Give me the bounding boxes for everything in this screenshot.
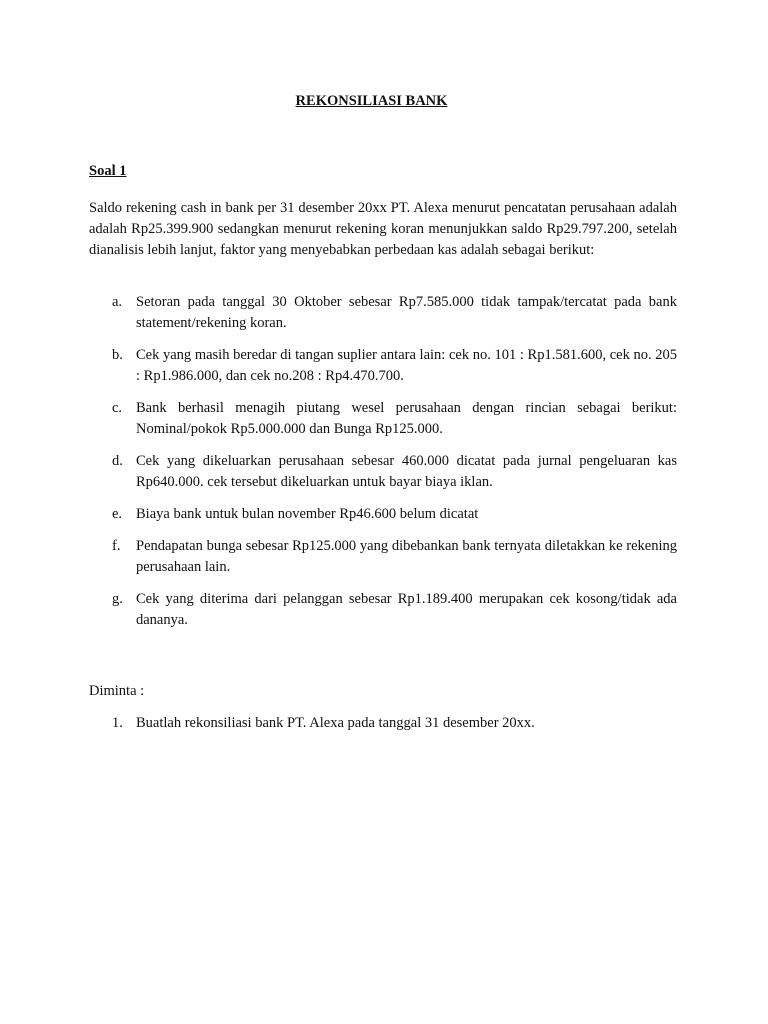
intro-paragraph: Saldo rekening cash in bank per 31 desember 20xx PT. Alexa menurut pencatatan perusahaan adalah adalah Rp25.399.900 sedangkan menurut rekening koran menunjukkan saldo Rp29.797.200, setelah dianalisis lebih lanjut, faktor yang menyebabkan perbedaan kas adalah sebagai berikut: [89, 200, 677, 258]
list-marker: e. [112, 506, 123, 522]
list-item-text: Cek yang masih beredar di tangan suplier antara lain: cek no. 101 : Rp1.581.600, cek no. 205 : Rp1.986.000, dan cek no.208 : Rp4.470.700. [136, 347, 677, 384]
diminta-label: Diminta : [89, 683, 145, 699]
document-title: REKONSILIASI BANK [295, 93, 448, 109]
list-item [89, 536, 677, 578]
list-marker: g. [112, 591, 123, 607]
list-item-text: Pendapatan bunga sebesar Rp125.000 yang dibebankan bank ternyata diletakkan ke rekening perusahaan lain. [136, 538, 677, 575]
list-marker: d. [112, 453, 123, 469]
factor-list [89, 292, 677, 642]
list-marker: c. [112, 400, 123, 416]
list-marker: b. [112, 347, 123, 363]
list-item [89, 451, 677, 493]
list-item-text: Cek yang diterima dari pelanggan sebesar Rp1.189.400 merupakan cek kosong/tidak ada dananya. [136, 591, 677, 628]
list-item-text: Biaya bank untuk bulan november Rp46.600 belum dicatat [136, 506, 479, 522]
list-item-text: Bank berhasil menagih piutang wesel perusahaan dengan rincian sebagai berikut: Nominal/pokok Rp5.000.000 dan Bunga Rp125.000. [136, 400, 677, 437]
section-heading: Soal 1 [89, 163, 127, 179]
list-marker: 1. [112, 715, 123, 731]
list-item [89, 713, 677, 734]
task-list [89, 713, 677, 734]
list-item [89, 398, 677, 440]
list-item-text: Setoran pada tanggal 30 Oktober sebesar Rp7.585.000 tidak tampak/tercatat pada bank statement/rekening koran. [136, 294, 677, 331]
list-item [89, 589, 677, 631]
list-marker: f. [112, 538, 121, 554]
list-item-text: Buatlah rekonsiliasi bank PT. Alexa pada tanggal 31 desember 20xx. [136, 715, 535, 731]
list-item-text: Cek yang dikeluarkan perusahaan sebesar 460.000 dicatat pada jurnal pengeluaran kas Rp640.000. cek tersebut dikeluarkan untuk bayar biaya iklan. [136, 453, 677, 490]
list-marker: a. [112, 294, 123, 310]
list-item [89, 504, 677, 525]
list-item [89, 292, 677, 334]
list-item [89, 345, 677, 387]
